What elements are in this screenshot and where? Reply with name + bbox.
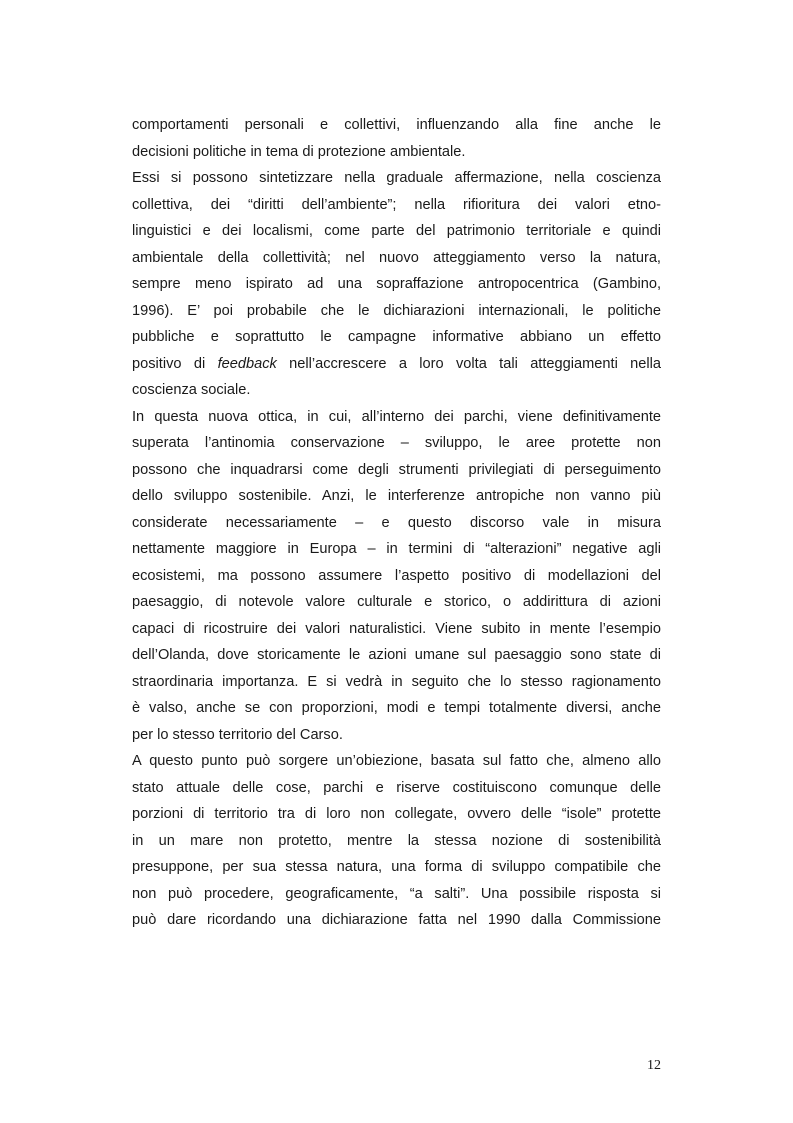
text-line: Essi si possono sintetizzare nella graduale affermazione, nella coscienza <box>132 170 661 186</box>
text-line: 1996). E’ poi probabile che le dichiarazioni internazionali, le politiche <box>132 302 661 319</box>
text-line: collettiva, dei “diritti dell’ambiente”; nella rifioritura dei valori etno- <box>132 196 661 213</box>
text-line: nettamente maggiore in Europa – in termini di “alterazioni” negative agli <box>132 541 661 557</box>
text-line: porzioni di territorio tra di loro non collegate, ovvero delle “isole” protette <box>132 806 661 822</box>
text-line: ecosistemi, ma possono assumere l’aspetto positivo di modellazioni del <box>132 567 661 584</box>
text-line: superata l’antinomia conservazione – sviluppo, le aree protette non <box>132 435 661 451</box>
text-line: presuppone, per sua stessa natura, una forma di sviluppo compatibile che <box>132 859 661 875</box>
text-line: ambientale della collettività; nel nuovo atteggiamento verso la natura, <box>132 249 661 266</box>
text-line-with-italic: positivo di feedback nell’accrescere a loro volta tali atteggiamenti nella <box>132 355 661 372</box>
text-line: decisioni politiche in tema di protezione ambientale. <box>132 143 466 160</box>
text-line: coscienza sociale. <box>132 382 251 398</box>
text-line: considerate necessariamente – e questo discorso vale in misura <box>132 514 661 531</box>
text-line: comportamenti personali e collettivi, influenzando alla fine anche le <box>132 117 661 133</box>
text-line: dell’Olanda, dove storicamente le azioni umane sul paesaggio sono state di <box>132 647 661 663</box>
page-number: 12 <box>647 1058 661 1073</box>
text-line: possono che inquadrarsi come degli strumenti privilegiati di perseguimento <box>132 461 661 478</box>
text-line: per lo stesso territorio del Carso. <box>132 726 343 743</box>
text-line: paesaggio, di notevole valore culturale e storico, o addirittura di azioni <box>132 594 661 610</box>
italic-term: feedback <box>217 355 277 372</box>
text-line: In questa nuova ottica, in cui, all’interno dei parchi, viene definitivamente <box>132 408 661 425</box>
text-line: A questo punto può sorgere un’obiezione, basata sul fatto che, almeno allo <box>132 753 661 769</box>
text-line: è valso, anche se con proporzioni, modi e tempi totalmente diversi, anche <box>132 700 661 716</box>
text-line: dello sviluppo sostenibile. Anzi, le interferenze antropiche non vanno più <box>132 488 661 504</box>
text-line: non può procedere, geograficamente, “a salti”. Una possibile risposta si <box>132 885 661 902</box>
text-line: stato attuale delle cose, parchi e riserve costituiscono comunque delle <box>132 779 661 796</box>
body-text <box>132 112 661 934</box>
text-line: straordinaria importanza. E si vedrà in seguito che lo stesso ragionamento <box>132 673 661 690</box>
text-line: può dare ricordando una dichiarazione fatta nel 1990 dalla Commissione <box>132 912 661 928</box>
text-line: sempre meno ispirato ad una sopraffazione antropocentrica (Gambino, <box>132 276 661 292</box>
text-line: pubbliche e soprattutto le campagne informative abbiano un effetto <box>132 329 661 345</box>
text-line: in un mare non protetto, mentre la stessa nozione di sostenibilità <box>132 832 661 849</box>
text-line: capaci di ricostruire dei valori naturalistici. Viene subito in mente l’esempio <box>132 620 661 637</box>
text-line: linguistici e dei localismi, come parte del patrimonio territoriale e quindi <box>132 223 661 239</box>
